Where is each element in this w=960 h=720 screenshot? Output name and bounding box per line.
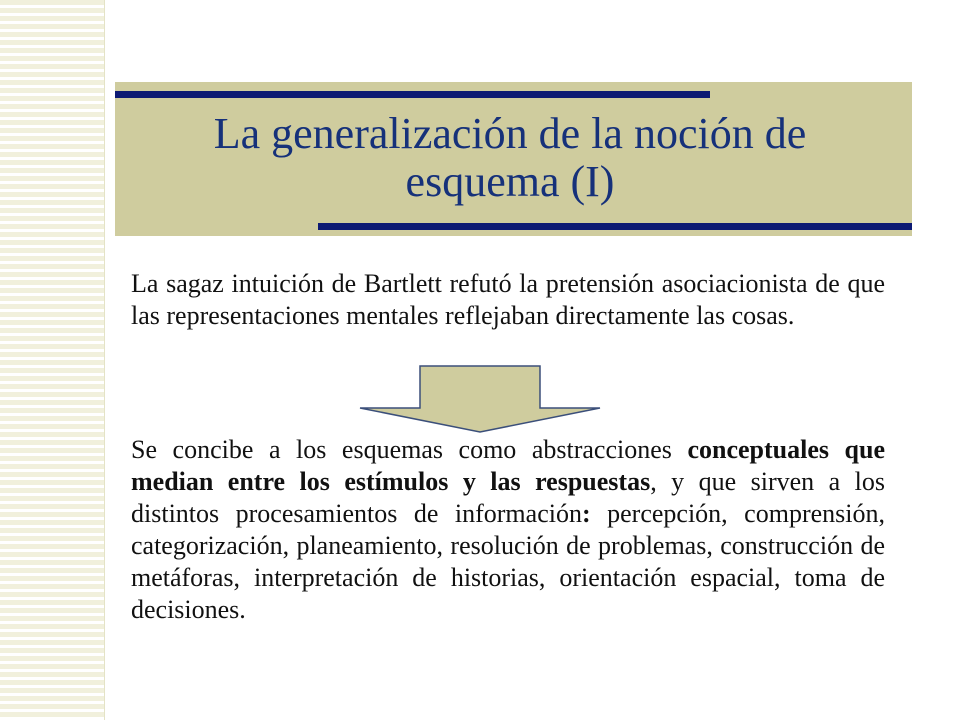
paragraph-schemas-bold: conceptuales que median entre los estímulos y las respuestas xyxy=(131,435,885,496)
title-rule-bottom xyxy=(318,223,912,230)
paragraph-schemas xyxy=(131,434,885,626)
decorative-side-stripes xyxy=(0,0,105,720)
title-rule-top xyxy=(115,91,710,98)
paragraph-schemas-text-3: percepción, comprensión, categorización, planeamiento, resolución de problemas, construcción de metáforas, interpretación de historias, orientación espacial, toma de decisiones. xyxy=(131,499,885,624)
paragraph-schemas-text-2: , y que sirven a los distintos procesamientos de información xyxy=(131,467,885,528)
paragraph-schemas-text-1: Se concibe a los esquemas como abstracciones xyxy=(131,435,688,464)
slide-title: La generalización de la noción de esquema (I) xyxy=(213,109,807,206)
down-arrow-icon xyxy=(356,364,606,434)
paragraph-bartlett: La sagaz intuición de Bartlett refutó la pretensión asociacionista de que las representaciones mentales reflejaban directamente las cosas. xyxy=(131,269,885,330)
paragraph-schemas-colon: : xyxy=(581,499,591,528)
